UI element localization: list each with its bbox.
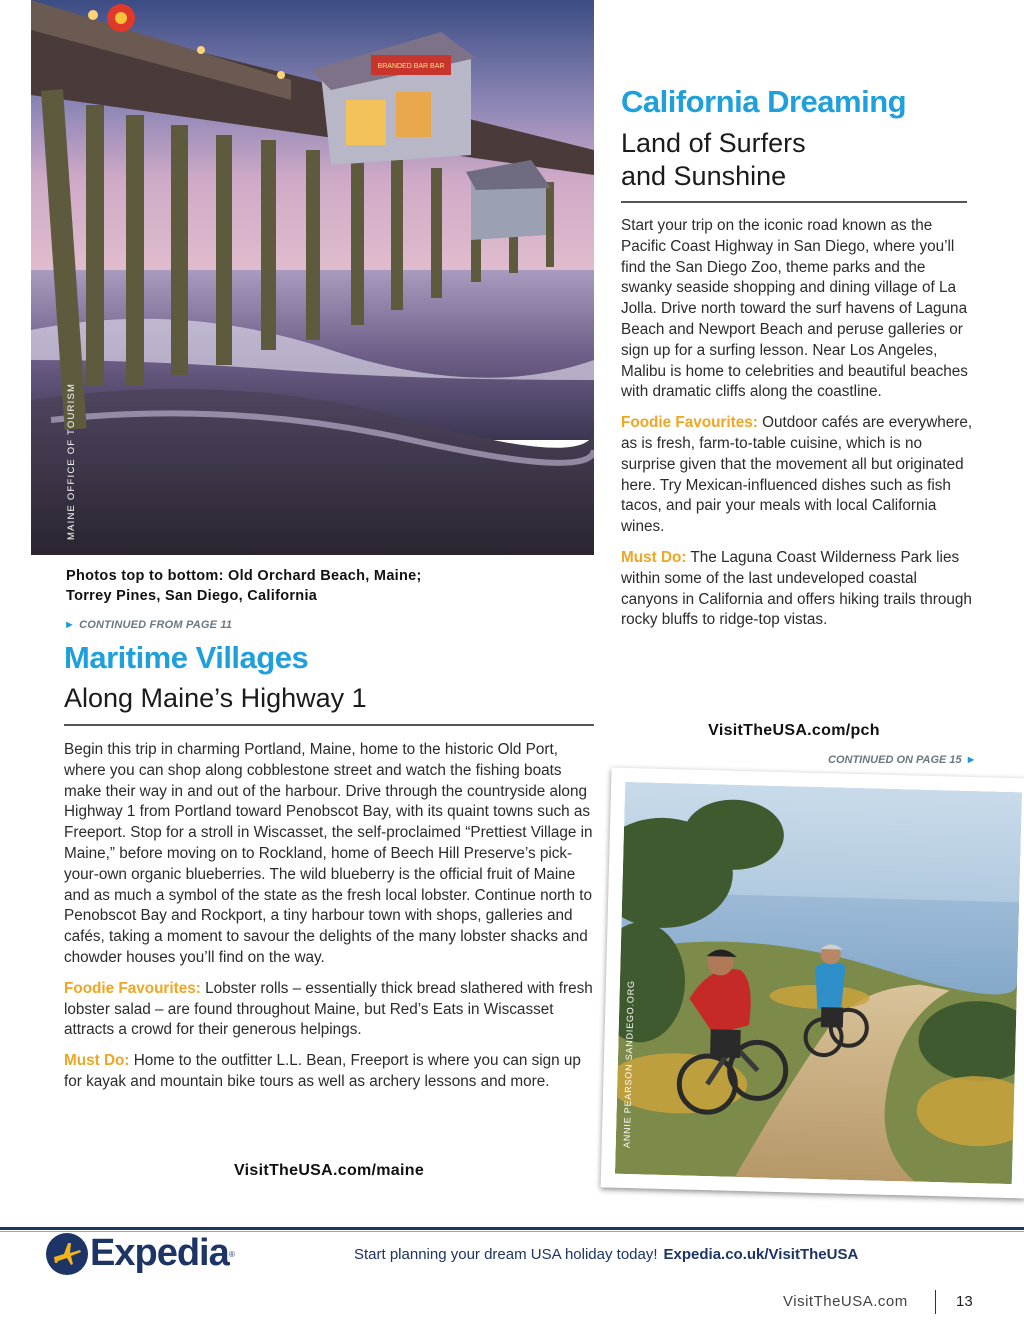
expedia-plane-icon <box>46 1233 88 1275</box>
maine-subtitle: Along Maine’s Highway 1 <box>64 683 367 713</box>
california-foodie-text: Outdoor cafés are everywhere, as is fresh, farm-to-table cuisine, which is no surprise given that the movement all but originated here. Try Mexican-influenced dishes such as fish tacos, and pair your meals with local California wines. <box>621 414 973 536</box>
photo-caption <box>66 566 526 606</box>
caption-line-2: Torrey Pines, San Diego, California <box>66 588 318 604</box>
footer-promo-text: Start planning your dream USA holiday today! <box>354 1246 658 1263</box>
california-mustdo-label: Must Do: <box>621 548 687 566</box>
california-url-link[interactable]: VisitTheUSA.com/pch <box>708 722 880 739</box>
cyclists-photo <box>615 782 1022 1184</box>
maine-title: Maritime Villages <box>64 640 309 675</box>
maine-foodie-text: Lobster rolls – essentially thick bread slathered with fresh lobster salad – are found throughout Maine, but Red’s Eats in Wiscasset attracts a crowd for their generous helpings. <box>64 979 593 1039</box>
california-mustdo <box>621 548 973 631</box>
folio-site: VisitTheUSA.com <box>783 1293 908 1310</box>
continued-arrow-icon: ► <box>965 754 977 766</box>
maine-article <box>64 740 594 1103</box>
photo-credit-maine: MAINE OFFICE OF TOURISM <box>66 382 77 540</box>
continued-from-text: CONTINUED FROM PAGE 11 <box>79 619 233 631</box>
folio-divider <box>935 1290 936 1314</box>
california-subtitle-line-2: and Sunshine <box>621 161 787 191</box>
maine-mustdo <box>64 1051 594 1093</box>
pier-sign: BRANDED BAR BAR <box>377 63 445 70</box>
california-divider <box>621 201 967 203</box>
footer-promo-link[interactable]: Expedia.co.uk/VisitTheUSA <box>663 1246 859 1263</box>
california-foodie <box>621 413 973 538</box>
expedia-logo[interactable] <box>46 1230 246 1280</box>
california-body: Start your trip on the iconic road known as the Pacific Coast Highway in San Diego, where you’ll find the San Diego Zoo, theme parks and the swanky seaside shopping and dining village of La Jolla. Drive north toward the surf havens of Laguna Beach and Newport Beach and peruse galleries or sign up for a surfing lesson. Near Los Angeles, Malibu is home to celebrities and beautiful beaches with dramatic cliffs along the coastline. <box>621 217 968 401</box>
maine-foodie-label: Foodie Favourites: <box>64 979 201 997</box>
california-title: California Dreaming <box>621 84 907 119</box>
california-foodie-label: Foodie Favourites: <box>621 414 758 432</box>
continued-on-text: CONTINUED ON PAGE 15 <box>828 754 962 766</box>
maine-mustdo-label: Must Do: <box>64 1052 130 1070</box>
maine-divider <box>64 724 594 726</box>
expedia-registered-mark: ® <box>229 1250 235 1259</box>
expedia-wordmark: Expedia <box>90 1232 229 1274</box>
california-subtitle-line-1: Land of Surfers <box>621 128 806 158</box>
photo-credit-sandiego: ANNIE PEARSON SANDIEGO.ORG <box>621 980 637 1149</box>
maine-body: Begin this trip in charming Portland, Maine, home to the historic Old Port, where you can shop along cobblestone street and watch the fishing boats make their way in and out of the harbour. Drive through the countryside along Highway 1 from Portland toward Penobscot Bay, with its quaint towns such as Freeport. Stop for a stroll in Wiscasset, the self-proclaimed “Prettiest Village in Maine,” before moving on to Rockland, home of Beech Hill Preserve’s pick-your-own organic blueberries. The wild blueberry is the official fruit of Maine and as much a symbol of the state as the fresh local lobster. Continue north to Penobscot Bay and Rockport, a tiny harbour town with shops, galleries and cafés, taking a moment to savour the delights of the many lobster shacks and chowder houses you’ll find on the way. <box>64 741 593 966</box>
california-article <box>621 216 973 641</box>
maine-foodie <box>64 979 594 1041</box>
california-subtitle <box>621 127 806 193</box>
footer-promo <box>354 1246 858 1263</box>
california-mustdo-text: The Laguna Coast Wilderness Park lies within some of the last undeveloped coastal canyons in California and offers hiking trails through rocky bluffs to ridge-top vistas. <box>621 548 972 629</box>
caption-line-1: Photos top to bottom: Old Orchard Beach, Maine; <box>66 568 422 584</box>
cyclists-photo-frame <box>601 768 1024 1199</box>
continued-arrow-icon: ► <box>64 619 76 631</box>
continued-from-link[interactable] <box>64 619 232 631</box>
pier-photo <box>31 0 594 555</box>
maine-mustdo-text: Home to the outfitter L.L. Bean, Freeport is where you can sign up for kayak and mountain bike tours as well as archery lessons and more. <box>64 1052 581 1090</box>
page-number: 13 <box>956 1293 973 1310</box>
continued-on-link[interactable] <box>828 754 977 766</box>
maine-url-link[interactable]: VisitTheUSA.com/maine <box>233 1162 425 1179</box>
